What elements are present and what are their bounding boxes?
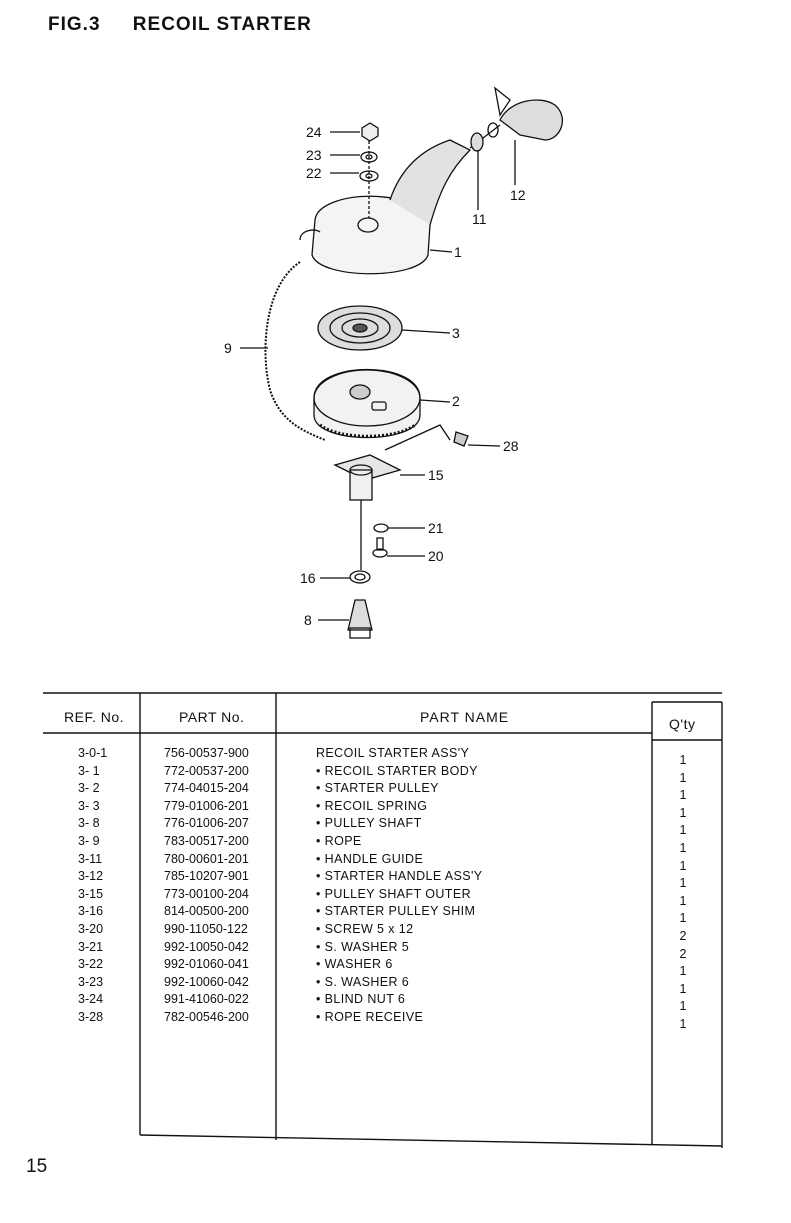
recoil-spring-part [318, 306, 450, 350]
table-cell-part: 779-01006-201 [164, 798, 249, 813]
exploded-parts-diagram [0, 60, 791, 680]
table-cell-part: 992-10060-042 [164, 974, 249, 989]
table-cell-name: • BLIND NUT 6 [316, 992, 406, 1007]
table-cell-qty: 1 [679, 840, 687, 855]
callout-2: 2 [452, 393, 460, 409]
table-cell-qty: 1 [679, 911, 687, 926]
pulley-shaft-part [318, 600, 372, 638]
table-cell-ref: 3-12 [78, 869, 104, 884]
table-cell-qty: 2 [679, 946, 687, 961]
table-cell-ref: 3-0-1 [78, 746, 108, 760]
table-cell-ref: 3- 9 [78, 833, 100, 848]
table-cell-part: 756-00537-900 [164, 746, 249, 760]
callout-12: 12 [510, 187, 526, 203]
table-cell-part: 782-00546-200 [164, 1009, 249, 1024]
table-cell-qty: 1 [679, 753, 687, 767]
table-cell-ref: 3- 1 [78, 763, 100, 778]
table-cell-part: 772-00537-200 [164, 763, 249, 778]
header-ref-no: REF. No. [64, 709, 125, 725]
callout-16: 16 [300, 570, 316, 586]
table-cell-ref: 3-23 [78, 974, 104, 989]
qty-column [676, 752, 690, 1034]
table-cell-name: • PULLEY SHAFT [316, 816, 422, 831]
table-cell-name: • S. WASHER 5 [316, 939, 410, 954]
screw-part [373, 538, 425, 557]
table-cell-name: RECOIL STARTER ASS'Y [316, 746, 470, 760]
figure-name: RECOIL STARTER [132, 14, 312, 35]
table-cell-part: 780-00601-201 [164, 851, 249, 866]
table-cell-qty: 1 [679, 788, 687, 803]
callout-21: 21 [428, 520, 444, 536]
table-cell-qty: 1 [679, 981, 687, 996]
table-cell-name: • RECOIL STARTER BODY [316, 763, 478, 778]
header-part-name: PART NAME [420, 709, 510, 725]
table-cell-name: • STARTER HANDLE ASS'Y [316, 869, 483, 884]
header-part-no: PART No. [179, 709, 245, 725]
callout-28: 28 [503, 438, 519, 454]
table-cell-part: 773-00100-204 [164, 886, 249, 901]
washer-6-part [330, 171, 378, 181]
table-cell-name: • STARTER PULLEY [316, 781, 439, 796]
table-cell-part: 992-10050-042 [164, 939, 249, 954]
table-cell-name: • ROPE RECEIVE [316, 1009, 424, 1024]
part-name-column [316, 745, 483, 1027]
table-cell-qty: 1 [679, 823, 687, 838]
table-cell-qty: 1 [679, 999, 687, 1014]
table-cell-ref: 3- 8 [78, 816, 100, 831]
table-cell-qty: 1 [679, 1016, 687, 1031]
table-cell-ref: 3- 3 [78, 798, 100, 813]
callout-23: 23 [306, 147, 322, 163]
recoil-starter-body-part [300, 140, 470, 274]
table-cell-qty: 1 [679, 964, 687, 979]
table-cell-qty: 1 [679, 805, 687, 820]
table-cell-part: 776-01006-207 [164, 816, 249, 831]
table-cell-ref: 3-21 [78, 939, 104, 954]
table-cell-ref: 3-16 [78, 904, 104, 919]
table-cell-name: • RECOIL SPRING [316, 798, 428, 813]
table-cell-ref: 3- 2 [78, 781, 100, 796]
table-cell-ref: 3-22 [78, 957, 104, 972]
table-cell-part: 990-11050-122 [164, 921, 248, 936]
table-cell-part: 783-00517-200 [164, 833, 249, 848]
table-cell-qty: 2 [679, 928, 687, 943]
table-cell-name: • WASHER 6 [316, 957, 393, 972]
table-cell-part: 991-41060-022 [164, 992, 249, 1007]
callout-11: 11 [472, 211, 487, 227]
table-cell-part: 774-04015-204 [164, 781, 249, 796]
starter-pulley-shim-part [320, 571, 370, 583]
table-cell-name: • PULLEY SHAFT OUTER [316, 886, 472, 901]
callout-22: 22 [306, 165, 322, 181]
table-cell-name: • STARTER PULLEY SHIM [316, 904, 476, 919]
figure-number: FIG.3 [48, 14, 101, 35]
table-cell-part: 785-10207-901 [164, 869, 249, 884]
header-qty: Q'ty [669, 716, 696, 732]
figure-title [48, 14, 312, 36]
table-cell-part: 992-01060-041 [164, 957, 249, 972]
rope-receive-part [454, 432, 500, 446]
table-cell-qty: 1 [679, 893, 687, 908]
pulley-shaft-outer-part [335, 455, 425, 570]
table-cell-ref: 3-24 [78, 992, 104, 1007]
table-cell-part: 814-00500-200 [164, 904, 249, 919]
table-cell-qty: 1 [679, 770, 687, 785]
callout-3: 3 [452, 325, 460, 341]
part-no-column [164, 745, 249, 1027]
table-cell-ref: 3-11 [78, 851, 103, 866]
callout-20: 20 [428, 548, 444, 564]
table-cell-name: • ROPE [316, 833, 362, 848]
table-cell-name: • HANDLE GUIDE [316, 851, 424, 866]
callout-8: 8 [304, 612, 312, 628]
callout-15: 15 [428, 467, 444, 483]
s-washer-6-part [330, 152, 377, 162]
callout-9: 9 [224, 340, 232, 356]
table-cell-ref: 3-28 [78, 1009, 104, 1024]
table-cell-qty: 1 [679, 858, 687, 873]
blind-nut-part [330, 123, 378, 141]
s-washer-5-part [374, 524, 425, 532]
starter-pulley-part [314, 370, 450, 451]
table-cell-qty: 1 [679, 876, 687, 891]
callout-24: 24 [306, 124, 322, 140]
table-cell-ref: 3-15 [78, 886, 104, 901]
table-cell-ref: 3-20 [78, 921, 104, 936]
callout-1: 1 [454, 244, 462, 260]
table-cell-name: • S. WASHER 6 [316, 974, 410, 989]
page-number: 15 [26, 1156, 48, 1177]
table-cell-name: • SCREW 5 x 12 [316, 921, 414, 936]
ref-no-column [78, 745, 107, 1027]
